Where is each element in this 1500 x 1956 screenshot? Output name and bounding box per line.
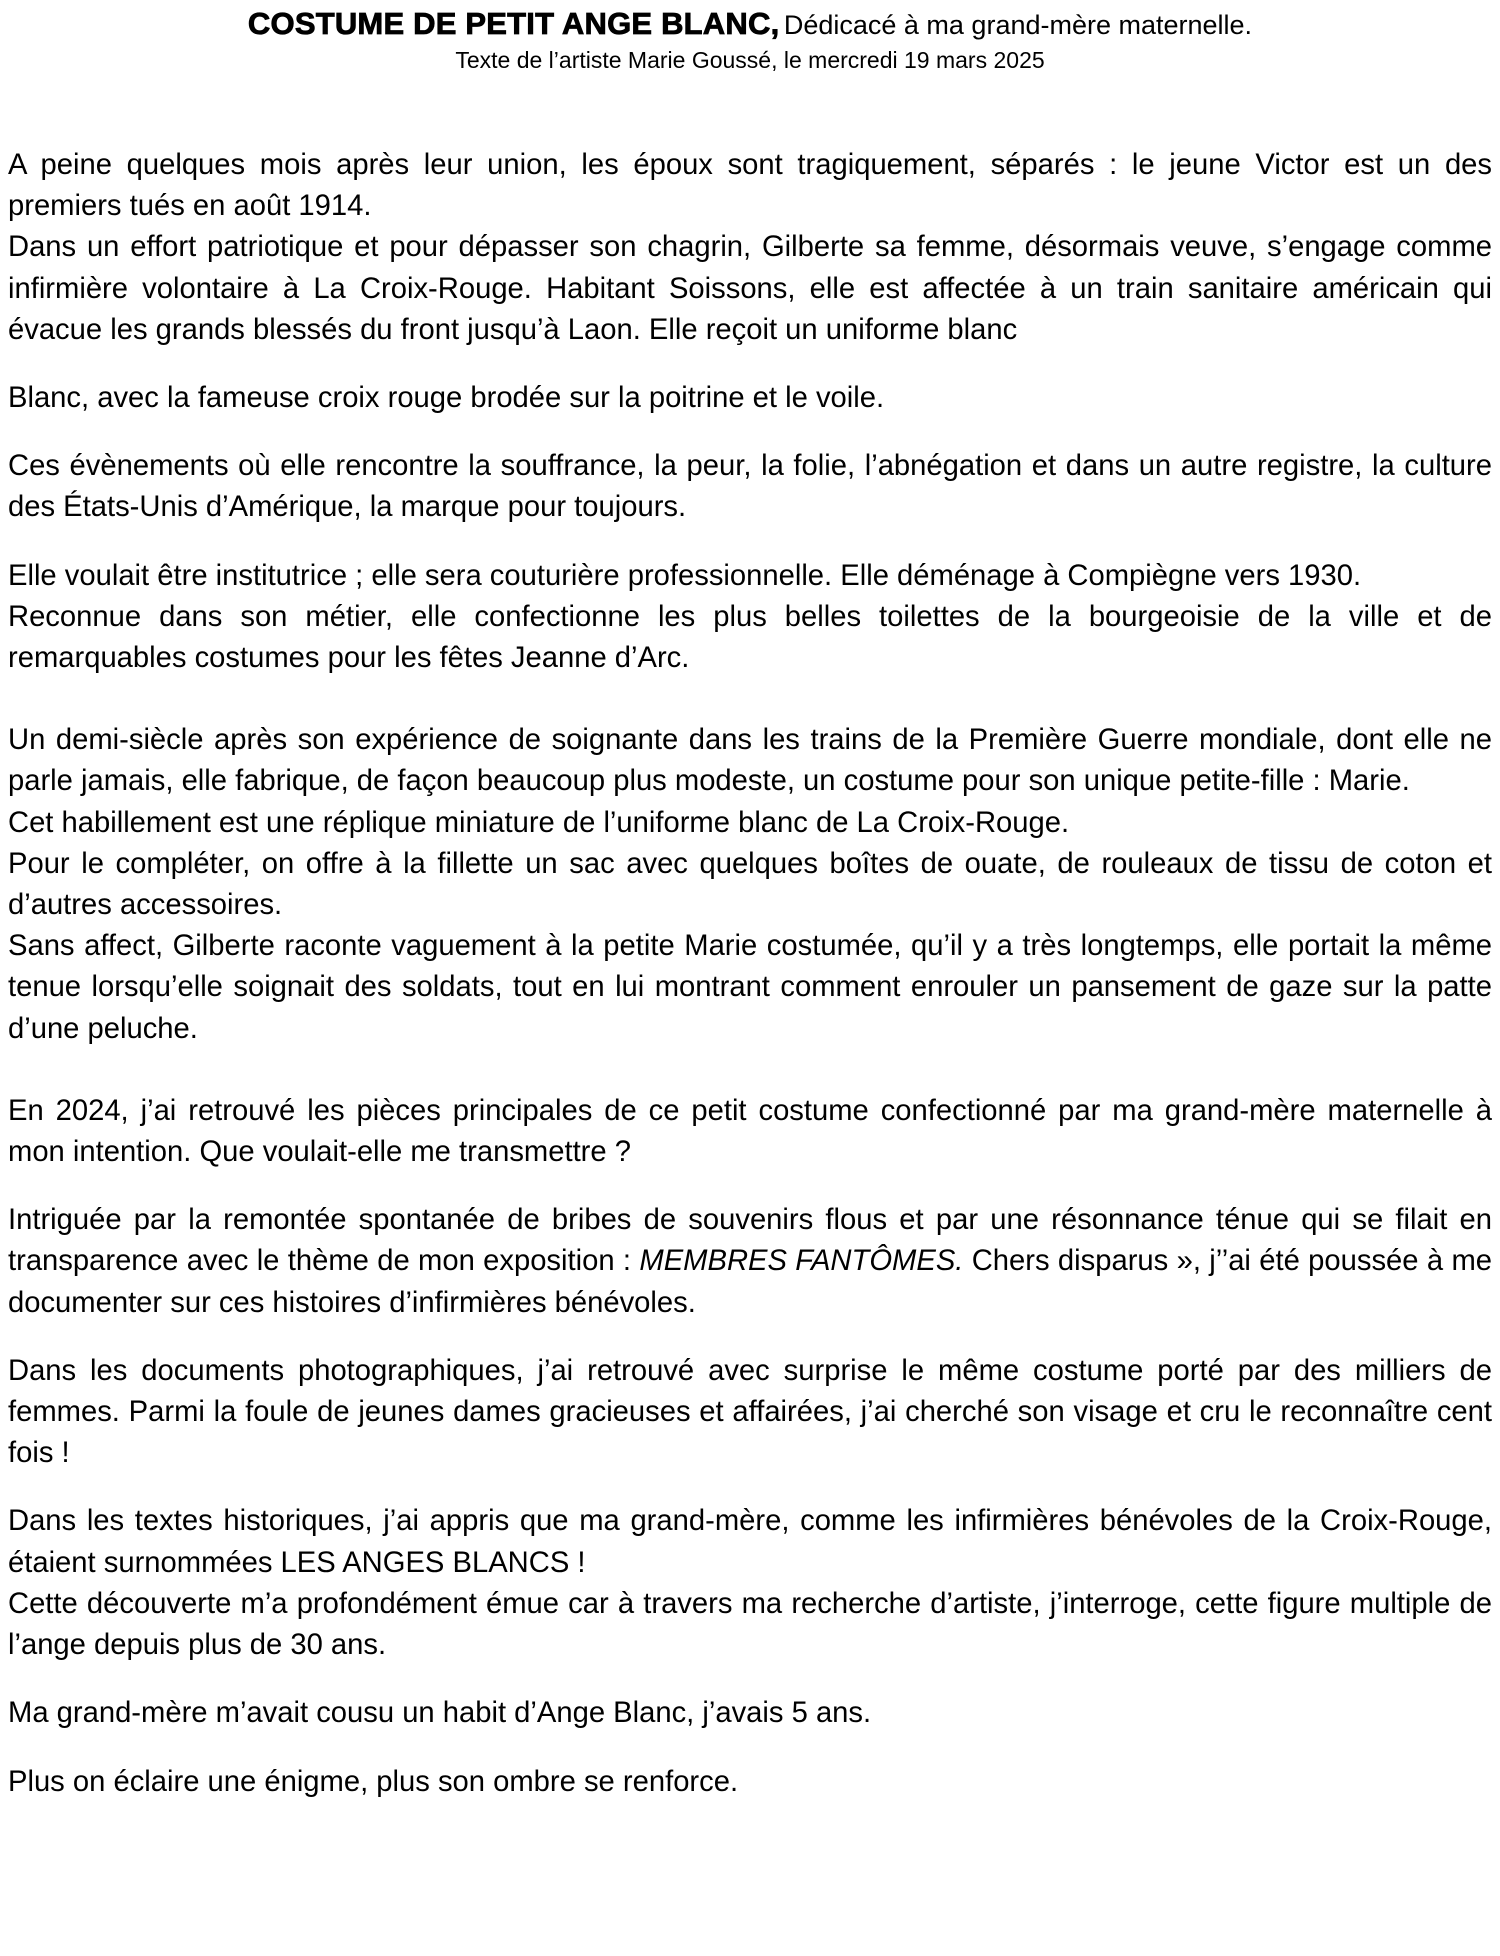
paragraph-spacer [8,679,1492,720]
text-run: Chers disparus », j’’ai été poussée à me documenter sur ces histoires d’infirmières bénévoles. [8,1245,1492,1319]
paragraph: Un demi-siècle après son expérience de soignante dans les trains de la Première Guerre mondiale, dont elle ne parle jamais, elle fabrique, de façon beaucoup plus modeste, un costume pour son unique petite-fille : Marie. [8,724,1492,798]
paragraph-spacer [8,529,1492,556]
author-date-line: Texte de l’artiste Marie Goussé, le mercredi 19 mars 2025 [455,47,1045,73]
document-title: COSTUME DE PETIT ANGE BLANC, [247,6,780,41]
document-page [8,0,1492,1803]
paragraph-spacer [8,419,1492,446]
paragraph-spacer [8,1324,1492,1351]
paragraph: Dans les documents photographiques, j’ai retrouvé avec surprise le même costume porté par des milliers de femmes. Parmi la foule de jeunes dames gracieuses et affairées, j’ai cherché son visage et cru le reconnaître cent fois ! [8,1354,1492,1470]
document-body [8,145,1492,1803]
paragraph: Dans un effort patriotique et pour dépasser son chagrin, Gilberte sa femme, désormais veuve, s’engage comme infirmière volontaire à La Croix-Rouge. Habitant Soissons, elle est affectée à un train sanitaire américain qui évacue les grands blessés du front jusqu’à Laon. Elle reçoit un uniforme blanc [8,231,1492,346]
paragraph-spacer [8,1666,1492,1693]
paragraph-spacer [8,351,1492,378]
paragraph-exhibition [8,1200,1492,1324]
dedication: Dédicacé à ma grand-mère maternelle. [783,10,1253,40]
paragraph: Ces évènements où elle rencontre la souffrance, la peur, la folie, l’abnégation et dans un autre registre, la culture des États-Unis d’Amérique, la marque pour toujours. [8,450,1492,524]
paragraph: Ma grand-mère m’avait cousu un habit d’Ange Blanc, j’avais 5 ans. [8,1697,872,1730]
paragraph: A peine quelques mois après leur union, les époux sont tragiquement, séparés : le jeune Victor est un des premiers tués en août 1914. [8,149,1492,223]
exhibition-title: MEMBRES FANTÔMES. [639,1245,964,1278]
closing-line: Plus on éclaire une énigme, plus son ombre se renforce. [8,1765,739,1798]
paragraph-spacer [8,1735,1492,1762]
paragraph: Cette découverte m’a profondément émue car à travers ma recherche d’artiste, j’interroge, cette figure multiple de l’ange depuis plus de 30 ans. [8,1587,1492,1662]
paragraph-spacer [8,1173,1492,1200]
paragraph: Reconnue dans son métier, elle confectionne les plus belles toilettes de la bourgeoisie de la ville et de remarquables costumes pour les fêtes Jeanne d’Arc. [8,600,1492,675]
paragraph: Dans les textes historiques, j’ai appris que ma grand-mère, comme les infirmières bénévoles de la Croix-Rouge, étaient surnommées LES ANGES BLANCS ! [8,1505,1492,1579]
text-run: Intriguée par la remontée spontanée de bribes de souvenirs flous et par une résonnance ténue qui se filait en transparence avec le thème de mon exposition : [8,1204,1492,1278]
paragraph: Elle voulait être institutrice ; elle sera couturière professionnelle. Elle déménage à Compiègne vers 1930. [8,559,1362,592]
paragraph: Pour le compléter, on offre à la fillette un sac avec quelques boîtes de ouate, de rouleaux de tissu de coton et d’autres accessoires. [8,847,1492,922]
title-line [0,2,1500,46]
paragraph: En 2024, j’ai retrouvé les pièces principales de ce petit costume confectionné par ma grand-mère maternelle à mon intention. Que voulait-elle me transmettre ? [8,1094,1492,1169]
paragraph: Blanc, avec la fameuse croix rouge brodée sur la poitrine et le voile. [8,382,885,415]
paragraph: Cet habillement est une réplique miniature de l’uniforme blanc de La Croix-Rouge. [8,806,1070,839]
paragraph-spacer [8,1474,1492,1501]
paragraph-spacer [8,1050,1492,1091]
paragraph: Sans affect, Gilberte raconte vaguement à la petite Marie costumée, qu’il y a très longtemps, elle portait la même tenue lorsqu’elle soignait des soldats, tout en lui montrant comment enrouler un pansement de gaze sur la patte d’une peluche. [8,930,1492,1045]
document-header [0,2,1500,74]
